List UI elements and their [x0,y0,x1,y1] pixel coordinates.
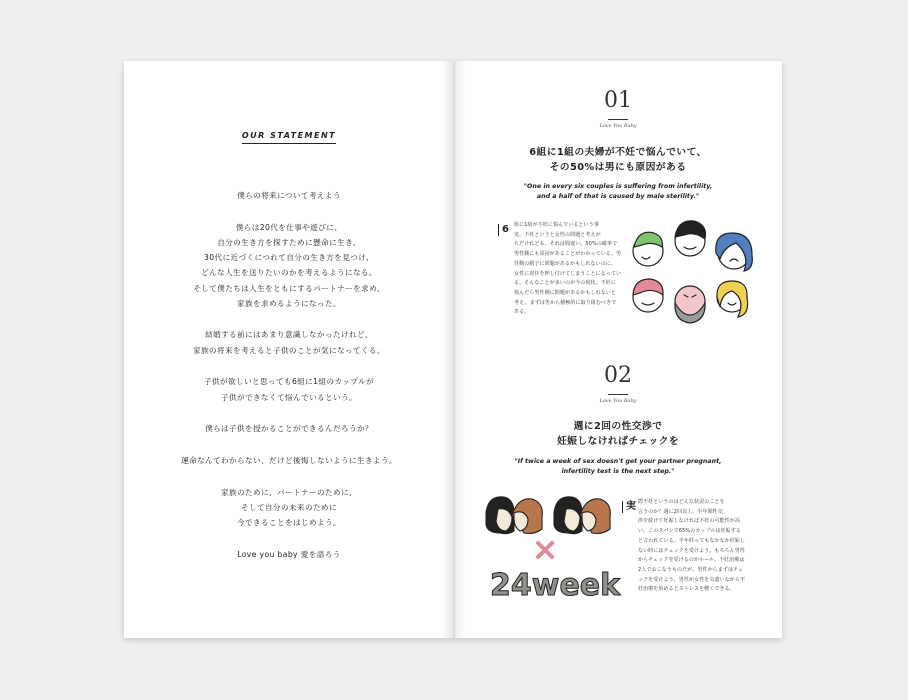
body-line: 妊治療を始めるとストレスを軽くできる。 [638,586,735,593]
body-line: ある。 [514,309,530,316]
drop-cap-02: 実 [622,501,636,513]
number-rule [608,119,628,120]
body-line: 女性に責任を押し付けてしまうことになってい [514,270,622,277]
statement-line: どんな人生を送りたいのかを考えるようになる。 [201,268,377,278]
section-subtitle-02: Love You Baby [599,398,637,404]
body-line: ない時にはチェックを受けよう。もちろん男性 [638,547,745,554]
body-line: 悩んだら男性側に問題があるかもしれないと [514,289,617,296]
multiply-icon [538,543,552,557]
body-line: 組に1組が不妊に悩んでいるという事 [514,222,599,228]
statement-line: 家族を求めるようになった。 [237,298,341,308]
statement-line: 子供ができなくて悩んでいるという。 [221,392,357,402]
section-number-01: 01 [604,88,632,113]
statement-line: 結婚する前にはあまり意識しなかったけれど、 [205,330,373,340]
statement-line: 今できることをはじめよう。 [237,518,341,528]
left-page [124,61,454,638]
couples-illustration [478,491,628,609]
drop-cap-01: 6 [498,224,509,236]
body-line: 際不妊というのはどんな状況のことを [638,499,725,505]
section-quote-02: "If twice a week of sex doesn't get your partner pregnant, infertility test is the next step." [514,458,722,475]
weeks-label: 24week [490,568,621,603]
statement-line: 僕らは20代を仕事や遊びに、 [235,222,343,232]
statement-line: 家族のために、パートナーのために、 [221,487,357,497]
statement-paragraph [124,547,454,562]
faces-illustration [628,211,760,329]
statement-paragraph [124,327,454,357]
statement-line: そして自分の未来のために [241,502,337,512]
body-line: ックを受けよう。男性が女性を気遣いながら不 [638,576,746,583]
body-line: 渉を続けて妊娠しなければ不妊の可能性が高 [638,518,741,525]
section-body-02 [638,498,745,595]
book-spread [124,61,782,638]
section-title-01: 6組に1組の夫婦が不妊で悩んでいて、 その50%は男にも原因がある [529,147,707,173]
statement-paragraph [124,485,454,531]
right-page [454,61,782,638]
section-number-02: 02 [604,363,632,388]
statement-paragraph [124,188,454,203]
statement-heading: OUR STATEMENT [124,131,454,140]
statement-paragraph [124,220,454,311]
body-line: 考え、まずは男から積極的に取り組むべきで [514,299,617,306]
statement-line: Love you baby 愛を語ろう [237,549,341,559]
body-line: ちだけれども、それは間違い。50%の確率で [514,241,618,248]
statement-line: 僕らの将来について考えよう [237,191,341,200]
body-line: 実。不妊というと女性の問題と考えが [514,231,601,238]
section-body-01 [514,221,621,318]
section-subtitle-01: Love You Baby [599,123,637,129]
statement-line: 家族の将来を考えると子供のことが気になってくる。 [193,345,385,355]
statement-paragraph [124,374,454,404]
statement-line: 子供が欲しいと思っても6組に1組のカップルが [204,377,374,387]
body-line: 言うのか？週に2回以上、半年間性交 [638,508,723,515]
body-line: と言われている。半年経ってもなかなか妊娠し [638,537,746,544]
body-line: からチェックを受けるのがルール。不妊治療は [638,557,745,564]
statement-text [124,188,454,578]
body-line: い。このスパンで65%のカップルは妊娠する [638,528,741,535]
body-line: る。そんなことが多いのが今の現状。不妊に [514,280,617,287]
statement-line: そして僕たちは人生をともにするパートナーを求め、 [193,283,385,293]
number-rule [608,394,628,395]
body-line: 2人でおこなうものだが、男性からまずはチェ [638,566,744,573]
statement-line: 自分の生き方を探すために懸命に生き、 [217,237,361,247]
body-line: 男性側にも原因があることがわかっている。男 [514,251,622,258]
statement-paragraph [124,421,454,436]
section-title-02: 週に2回の性交渉で 妊娠しなければチェックを [556,421,680,447]
statement-line: 運命なんてわからない、だけど後悔しないように生きよう。 [181,455,397,465]
statement-line: 僕らは子供を授かることができるんだろうか？ [205,424,373,434]
body-line: 性側の精子に問題があるかもしれないのに、 [514,260,617,267]
page-gutter [442,61,466,638]
statement-paragraph [124,453,454,468]
statement-line: 30代に近づくにつれて自分の生き方を見つけ、 [204,253,374,263]
section-quote-01: "One in every six couples is suffering from infertility, and a half of that is caused by male sterility." [523,183,713,200]
